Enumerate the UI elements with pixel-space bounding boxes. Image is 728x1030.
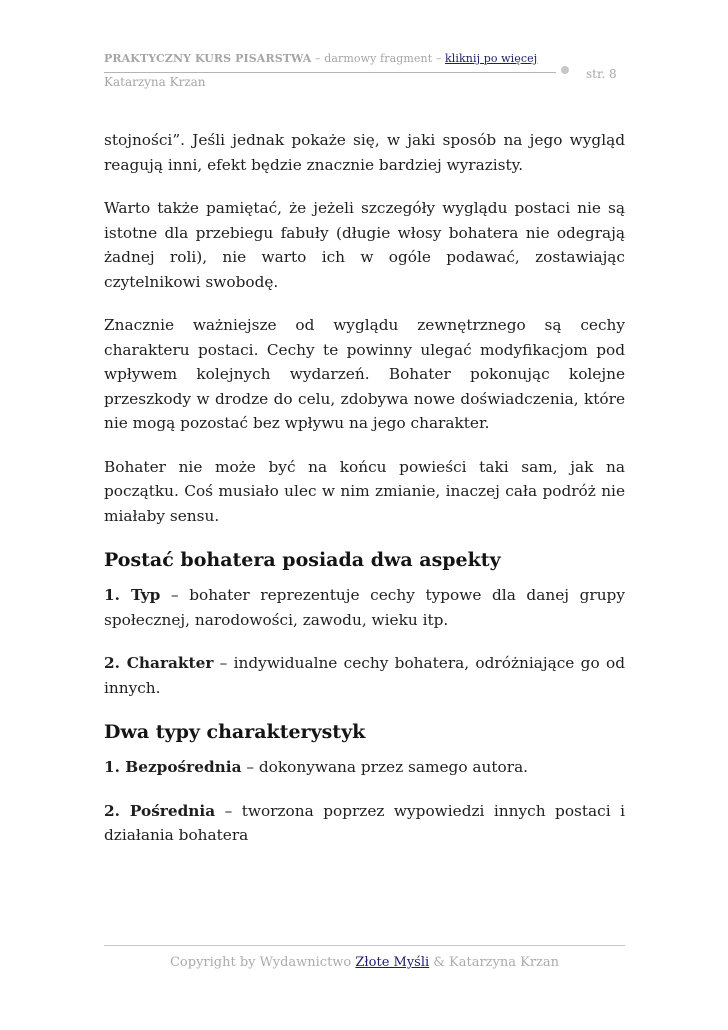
section-heading: Postać bohatera posiada dwa aspekty	[104, 549, 501, 571]
footer-divider	[104, 945, 625, 946]
list-item-term: 2. Charakter	[104, 654, 214, 672]
fragment-label: darmowy fragment	[324, 52, 433, 65]
page-header	[104, 52, 624, 89]
list-item-desc: – dokonywana przez samego autora.	[241, 758, 529, 776]
section-heading: Dwa typy charakterystyk	[104, 721, 366, 743]
paragraph: Warto także pamiętać, że jeżeli szczegóły wyglądu postaci nie są istotne dla przebiegu fabuły (długie włosy bohatera nie odegrają żadnej roli), nie warto ich w ogóle podawać, zostawiając czytelnikowi swobodę.	[104, 199, 625, 291]
list-item-term: 2. Pośrednia	[104, 801, 216, 820]
page-number: str. 8	[586, 67, 617, 81]
header-separator: –	[432, 52, 446, 65]
header-dot-icon	[561, 66, 569, 74]
page-content	[104, 128, 625, 867]
header-title-line	[104, 52, 624, 65]
footer-copyright: Copyright by Wydawnictwo	[169, 955, 356, 970]
paragraph: Znacznie ważniejsze od wyglądu zewnętrznego są cechy charakteru postaci. Cechy te powinny ulegać modyfikacjom pod wpływem kolejnych wydarzeń. Bohater pokonując kolejne przeszkody w drodze do celu, zdobywa nowe doświadczenia, które nie mogą pozostać bez wpływu na jego charakter.	[104, 316, 625, 432]
list-item-desc: – bohater reprezentuje cechy typowe dla danej grupy społecznej, narodowości, zawodu, wieku itp.	[104, 586, 625, 629]
header-separator: –	[311, 52, 325, 65]
more-link[interactable]: kliknij po więcej	[445, 52, 538, 65]
course-title: PRAKTYCZNY KURS PISARSTWA	[104, 52, 312, 65]
list-item-term: 1. Bezpośrednia	[104, 758, 242, 776]
list-item	[104, 755, 625, 780]
list-item-term: 1. Typ	[104, 586, 161, 604]
footer-author: & Katarzyna Krzan	[429, 955, 560, 970]
paragraph: stojności”. Jeśli jednak pokaże się, w jaki sposób na jego wygląd reagują inni, efekt będzie znacznie bardziej wyrazisty.	[104, 131, 625, 174]
list-item	[104, 583, 625, 632]
list-item	[104, 651, 625, 700]
header-divider	[104, 72, 556, 73]
list-item	[104, 799, 625, 848]
publisher-link[interactable]: Złote Myśli	[355, 955, 430, 970]
page-footer	[104, 955, 625, 970]
list-item-desc: – indywidualne cechy bohatera, odróżniające go od innych.	[104, 654, 625, 697]
list-item-desc: – tworzona poprzez wypowiedzi innych postaci i działania bohatera	[104, 801, 625, 844]
header-author: Katarzyna Krzan	[104, 75, 206, 89]
paragraph: Bohater nie może być na końcu powieści taki sam, jak na początku. Coś musiało ulec w nim zmianie, inaczej cała podróż nie miałaby sensu.	[104, 457, 625, 525]
